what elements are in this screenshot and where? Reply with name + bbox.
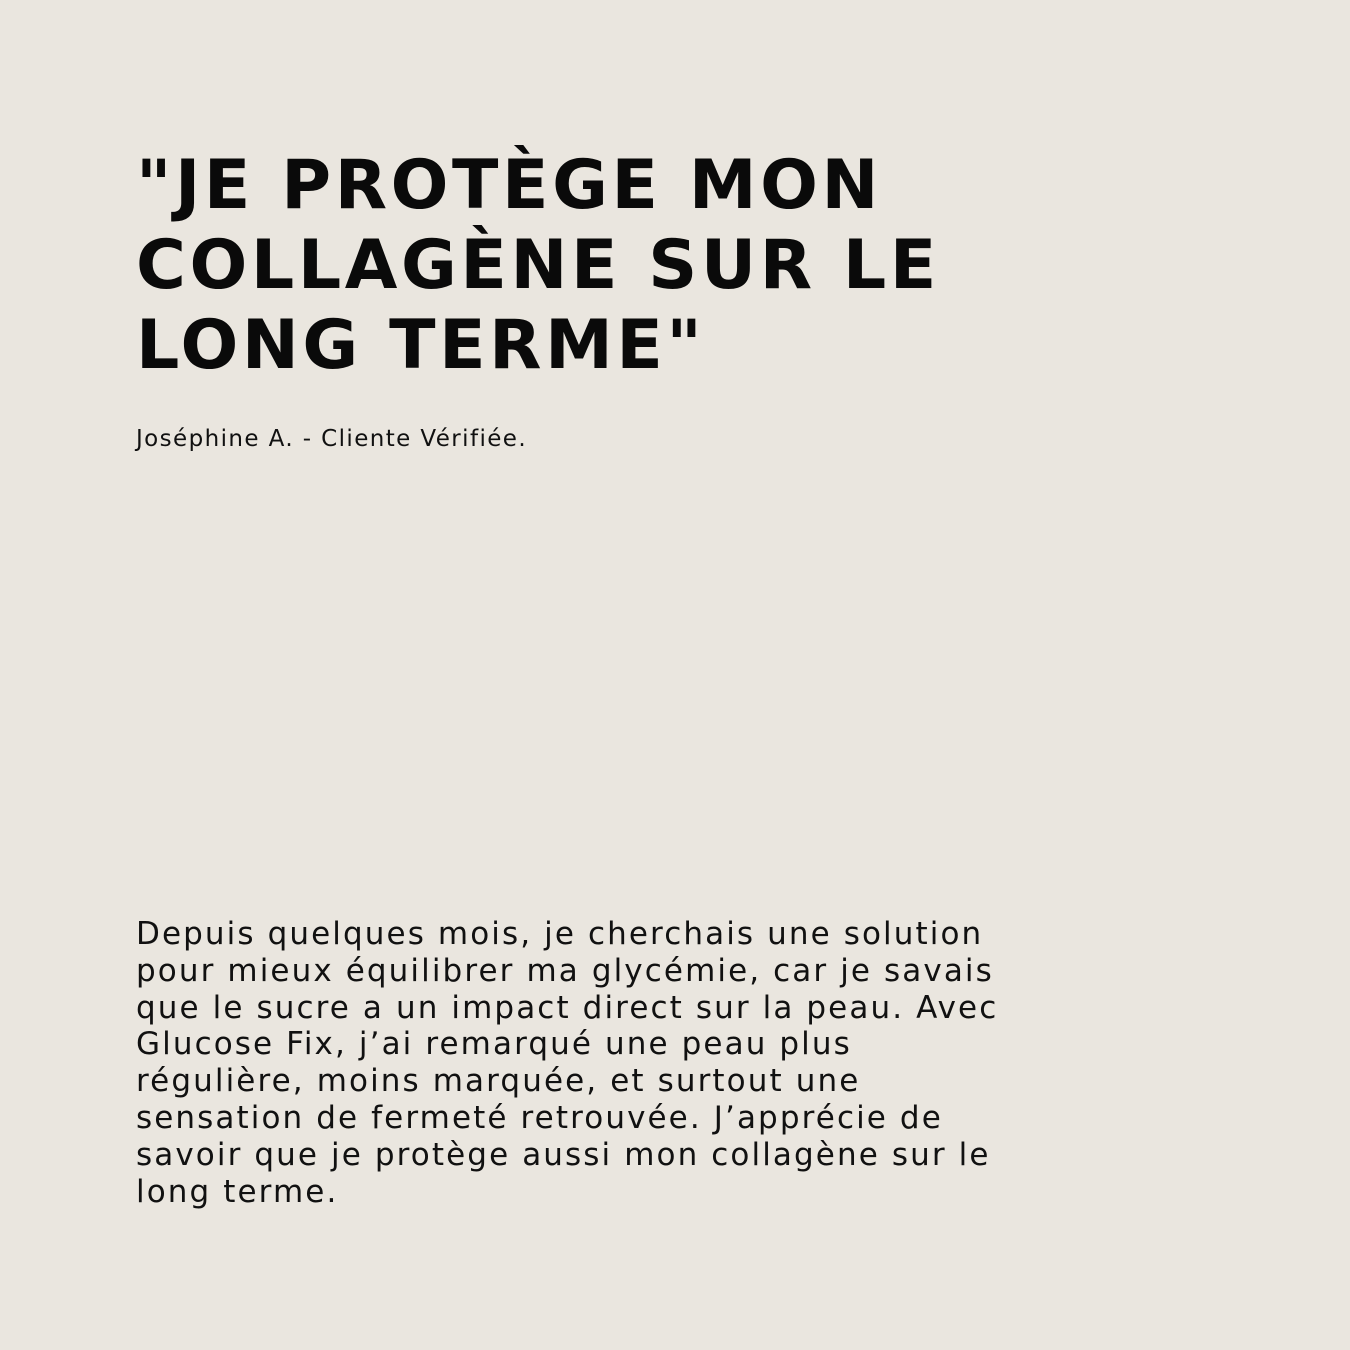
testimonial-line: Glucose Fix, j’ai remarqué une peau plus: [136, 1026, 852, 1063]
testimonial-line: Depuis quelques mois, je cherchais une solution: [136, 916, 984, 952]
headline-line: "JE PROTÈGE MON: [136, 146, 883, 225]
testimonial-line: savoir que je protège aussi mon collagène sur le: [136, 1136, 991, 1173]
headline-line: LONG TERME": [136, 306, 706, 385]
customer-attribution: Joséphine A. - Cliente Vérifiée.: [136, 426, 528, 452]
headline-line: COLLAGÈNE SUR LE: [136, 226, 940, 305]
testimonial-line: pour mieux équilibrer ma glycémie, car je savais: [136, 952, 994, 989]
testimonial-line: sensation de fermeté retrouvée. J’apprécie de: [136, 1099, 943, 1136]
testimonial-line: long terme.: [136, 1173, 339, 1210]
testimonial-headline: [136, 146, 1216, 386]
testimonial-line: que le sucre a un impact direct sur la peau. Avec: [136, 989, 999, 1026]
testimonial-body: [136, 916, 1236, 1210]
testimonial-line: régulière, moins marquée, et surtout une: [136, 1063, 861, 1100]
